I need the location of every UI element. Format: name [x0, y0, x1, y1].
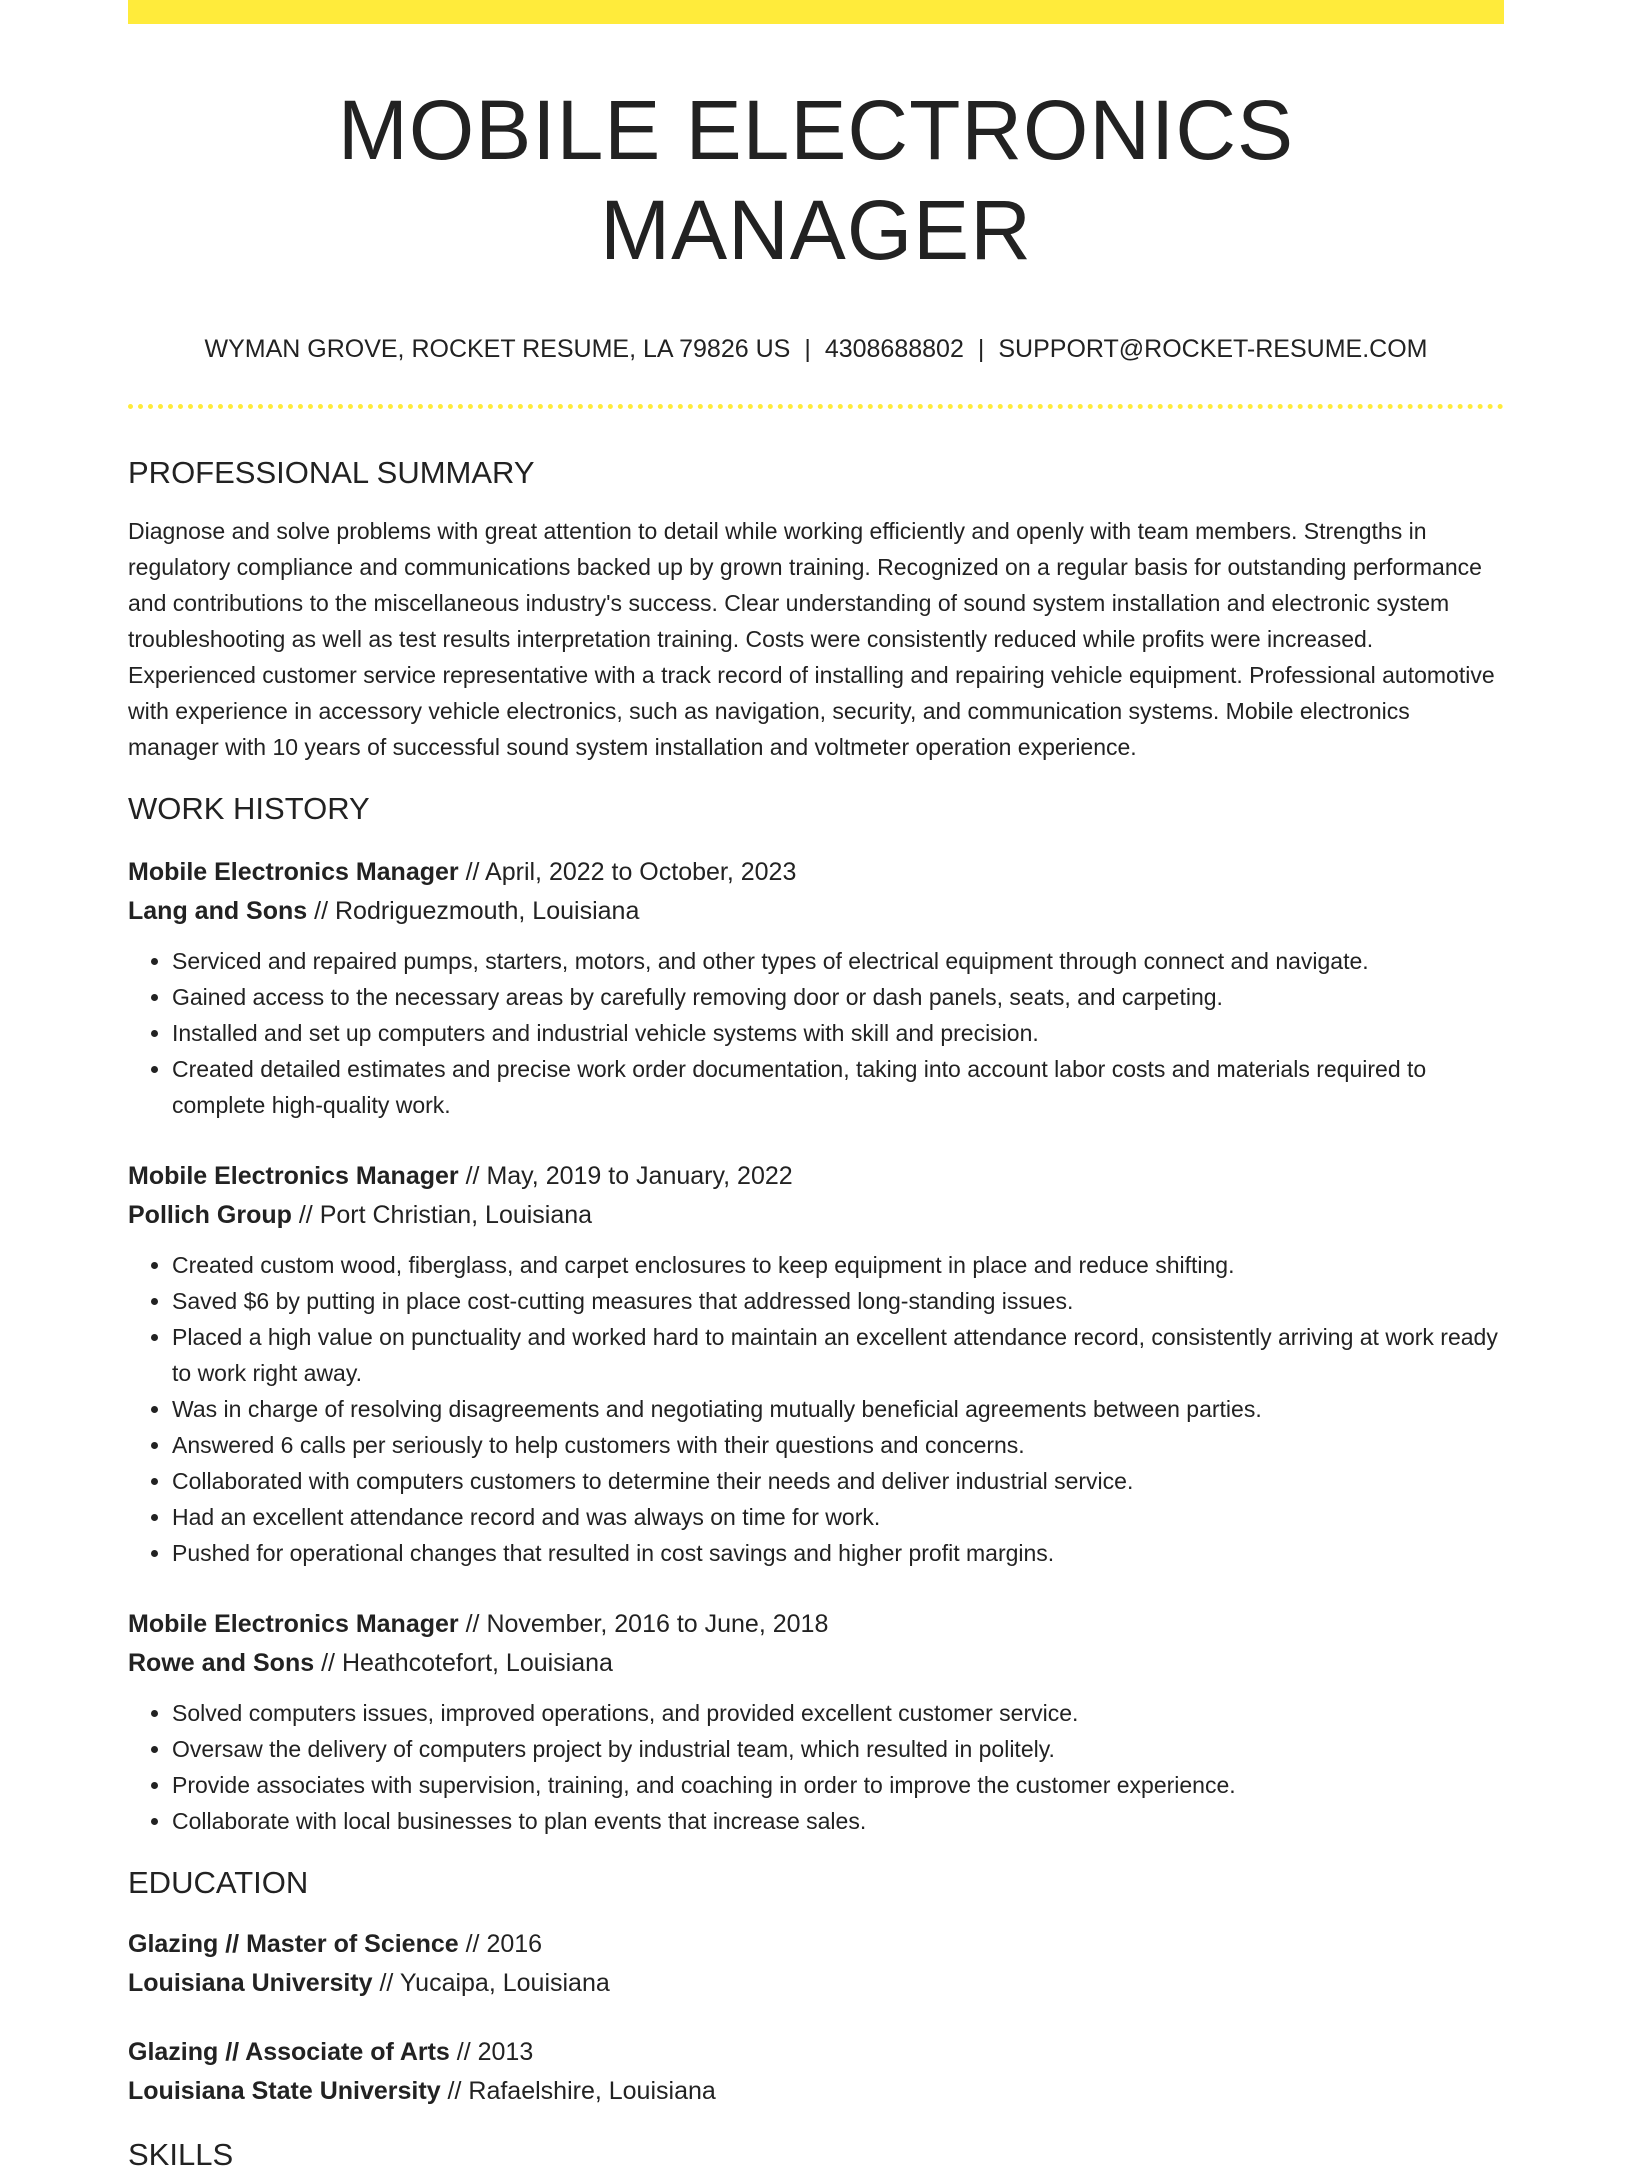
- job-title: Mobile Electronics Manager: [128, 858, 459, 886]
- job-location: Rodriguezmouth, Louisiana: [334, 897, 640, 925]
- education-divider: //: [440, 2077, 469, 2105]
- education-divider: //: [458, 1930, 487, 1958]
- job-divider: //: [307, 897, 335, 925]
- contact-address: WYMAN GROVE, ROCKET RESUME, LA 79826 US: [204, 335, 791, 363]
- job-bullet: • Answered 6 calls per seriously to help customers with their questions and concerns.: [172, 1427, 1504, 1463]
- education-year: 2016: [486, 1930, 543, 1958]
- job-company-line: [128, 1196, 1504, 1235]
- education-entry: [128, 2033, 1504, 2111]
- job-title-line: [128, 1157, 1504, 1196]
- job-location: Port Christian, Louisiana: [319, 1201, 593, 1229]
- job-dates: April, 2022 to October, 2023: [485, 858, 797, 886]
- job-company-line: [128, 892, 1504, 931]
- job-divider: //: [458, 858, 486, 886]
- job-bullet: • Was in charge of resolving disagreements and negotiating mutually beneficial agreements between parties.: [172, 1391, 1504, 1427]
- job-bullet: • Collaborate with local businesses to plan events that increase sales.: [172, 1803, 1504, 1839]
- job-entry: [128, 853, 1504, 1123]
- skills-heading: SKILLS: [128, 2137, 234, 2172]
- job-dates: May, 2019 to January, 2022: [486, 1162, 793, 1190]
- education-school-line: [128, 1964, 1504, 2003]
- education-degree-line: [128, 1925, 1504, 1964]
- education-location: Yucaipa, Louisiana: [399, 1969, 610, 1997]
- resume-content: [128, 0, 1504, 2173]
- job-bullet: • Oversaw the delivery of computers project by industrial team, which resulted in politely.: [172, 1731, 1504, 1767]
- job-divider: //: [458, 1610, 487, 1638]
- job-bullet: • Provide associates with supervision, training, and coaching in order to improve the customer experience.: [172, 1767, 1504, 1803]
- job-company: Rowe and Sons: [128, 1649, 315, 1677]
- contact-separator: |: [804, 335, 811, 363]
- contact-email: SUPPORT@ROCKET-RESUME.COM: [998, 335, 1428, 363]
- education-divider: //: [372, 1969, 400, 1997]
- education-degree: Glazing // Associate of Arts: [128, 2038, 450, 2066]
- job-divider: //: [291, 1201, 320, 1229]
- education-location: Rafaelshire, Louisiana: [468, 2077, 716, 2105]
- education-divider: //: [449, 2038, 478, 2066]
- contact-phone: 4308688802: [824, 335, 964, 363]
- contact-separator: |: [977, 335, 985, 363]
- job-title: Mobile Electronics Manager: [128, 1610, 459, 1638]
- job-bullet: • Had an excellent attendance record and was always on time for work.: [172, 1499, 1504, 1535]
- job-bullet: • Created detailed estimates and precise work order documentation, taking into account labor costs and materials required to complete high-quality work.: [172, 1051, 1504, 1123]
- summary-heading: PROFESSIONAL SUMMARY: [128, 455, 535, 490]
- job-company-line: [128, 1644, 1504, 1683]
- job-bullet: • Pushed for operational changes that resulted in cost savings and higher profit margins.: [172, 1535, 1504, 1571]
- job-location: Heathcotefort, Louisiana: [341, 1649, 613, 1677]
- job-bullet: • Installed and set up computers and industrial vehicle systems with skill and precision.: [172, 1015, 1504, 1051]
- job-bullet: • Serviced and repaired pumps, starters, motors, and other types of electrical equipment through connect and navigate.: [172, 943, 1504, 979]
- job-title: Mobile Electronics Manager: [128, 1162, 459, 1190]
- job-company: Lang and Sons: [128, 897, 308, 925]
- job-title-line: [128, 1605, 1504, 1644]
- education-heading: EDUCATION: [128, 1865, 309, 1900]
- job-bullet: • Gained access to the necessary areas by carefully removing door or dash panels, seats, and carpeting.: [172, 979, 1504, 1015]
- education-year: 2013: [477, 2038, 534, 2066]
- job-entry: [128, 1157, 1504, 1571]
- education-school: Louisiana University: [128, 1969, 373, 1997]
- job-bullets: [128, 1695, 1504, 1839]
- contact-line: [128, 334, 1504, 364]
- job-divider: //: [458, 1162, 487, 1190]
- education-school-line: [128, 2072, 1504, 2111]
- header-divider: [128, 404, 1504, 409]
- job-bullets: [128, 943, 1504, 1123]
- job-bullet: • Collaborated with computers customers to determine their needs and deliver industrial service.: [172, 1463, 1504, 1499]
- education-degree-line: [128, 2033, 1504, 2072]
- job-divider: //: [314, 1649, 342, 1677]
- job-bullet: • Created custom wood, fiberglass, and carpet enclosures to keep equipment in place and reduce shifting.: [172, 1247, 1504, 1283]
- job-bullet: • Placed a high value on punctuality and worked hard to maintain an excellent attendance record, consistently arriving at work ready to work right away.: [172, 1319, 1504, 1391]
- job-title-line: [128, 853, 1504, 892]
- education-degree: Glazing // Master of Science: [128, 1930, 459, 1958]
- job-entry: [128, 1605, 1504, 1839]
- education-entry: [128, 1925, 1504, 2003]
- job-bullets: [128, 1247, 1504, 1571]
- resume-name: MOBILE ELECTRONICS MANAGER: [337, 83, 1295, 277]
- summary-text: Diagnose and solve problems with great attention to detail while working efficiently and openly with team members. Strengths in regulatory compliance and communications backed up by grown training. Recognized on a regular basis for outstanding performance and contributions to the miscellaneous industry's success. Clear understanding of sound system installation and electronic system troubleshooting as well as test results interpretation training. Costs were consistently reduced while profits were increased. Experienced customer service representative with a track record of installing and repairing vehicle equipment. Professional automotive with experience in accessory vehicle electronics, such as navigation, security, and communication systems. Mobile electronics manager with 10 years of successful sound system installation and voltmeter operation experience.: [128, 518, 1495, 760]
- job-company: Pollich Group: [128, 1201, 292, 1229]
- education-school: Louisiana State University: [128, 2077, 441, 2105]
- job-dates: November, 2016 to June, 2018: [486, 1610, 829, 1638]
- work-history-heading: WORK HISTORY: [128, 791, 370, 826]
- job-bullet: • Solved computers issues, improved operations, and provided excellent customer service.: [172, 1695, 1504, 1731]
- job-bullet: • Saved $6 by putting in place cost-cutting measures that addressed long-standing issues.: [172, 1283, 1504, 1319]
